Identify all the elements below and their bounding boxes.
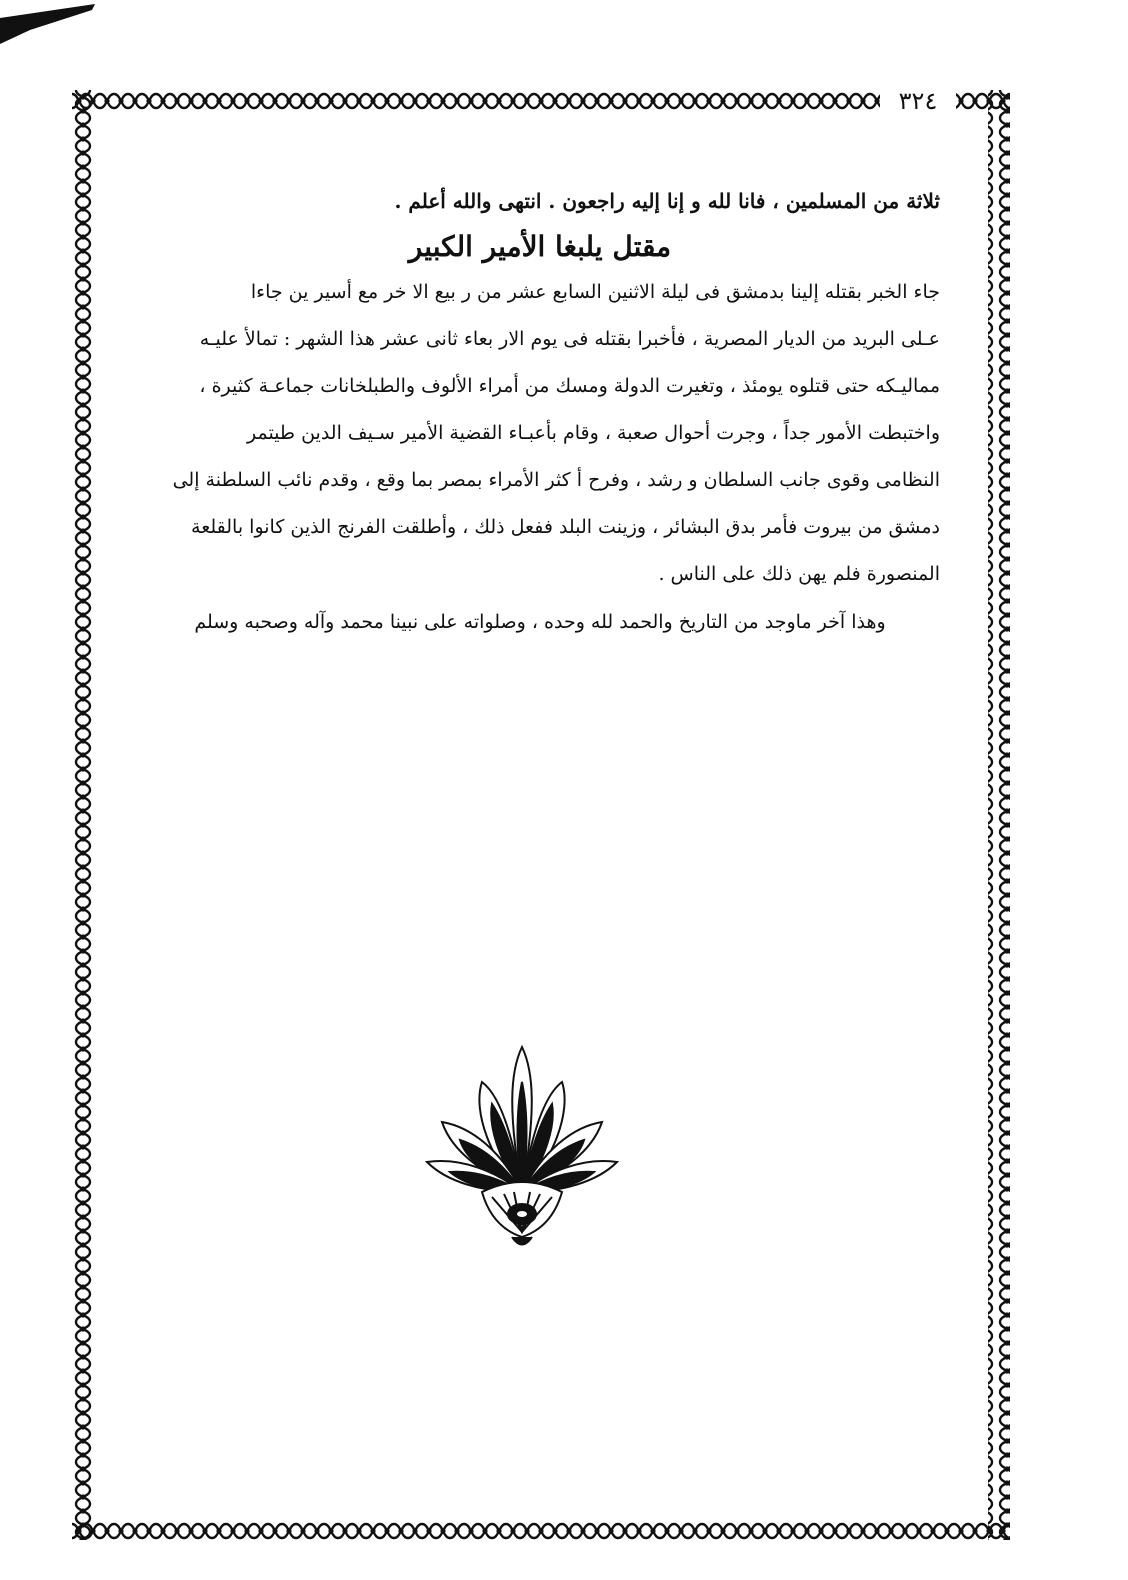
floral-fan-ornament-icon [422, 1042, 622, 1252]
opening-line: ثلاثة من المسلمين ، فانا لله و إنا إليه راجعون . انتهى والله أعلم . [394, 189, 940, 213]
closing-line: وهذا آخر ماوجد من التاريخ والحمد لله وحده ، وصلواته على نبينا محمد وآله وصحبه وسلم [194, 611, 886, 633]
body-line: النظامى وقوى جانب السلطان و رشد ، وفرح أ كثر الأمراء بمصر بما وقع ، وقدم نائب السلطنة إلى [172, 469, 940, 491]
page-content [140, 178, 940, 642]
body-line: عـلى البريد من الديار المصرية ، فأخبرا بقتله فى يوم الار بعاء ثانى عشر هذا الشهر : تمالأ عليـه [199, 328, 940, 350]
body-line: المنصورة فلم يهن ذلك على الناس . [658, 563, 940, 585]
page-number: ٣٢٤ [880, 86, 956, 116]
body-line: جاء الخبر بقتله إلينا بدمشق فى ليلة الاثنين السابع عشر من ر بيع الا خر مع أسير ين جاءا [250, 281, 940, 303]
body-line: دمشق من بيروت فأمر بدق البشائر ، وزينت البلد ففعل ذلك ، وأطلقت الفرنج الذين كانوا بالقلعة [191, 516, 940, 538]
section-heading: مقتل يلبغا الأمير الكبير [408, 230, 672, 263]
scan-edge-mark [0, 0, 95, 48]
body-line: مماليـكه حتى قتلوه يومئذ ، وتغيرت الدولة ومسك من أمراء الألوف والطبلخانات جماعـة كثيرة ، [199, 375, 940, 397]
body-line: واختبطت الأمور جداً ، وجرت أحوال صعبة ، وقام بأعبـاء القضية الأمير سـيف الدين طيتمر [246, 422, 940, 444]
